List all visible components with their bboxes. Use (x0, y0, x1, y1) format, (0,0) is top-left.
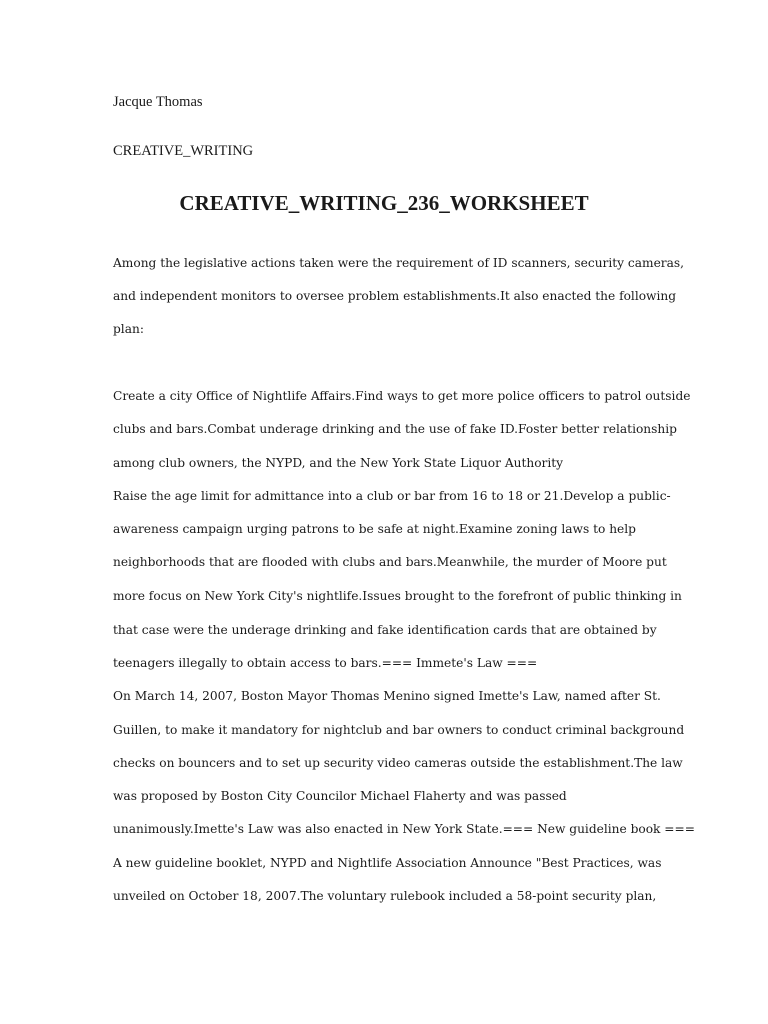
course-name: CREATIVE_WRITING (113, 143, 254, 159)
body-line: among club owners, the NYPD, and the New York State Liquor Authority (113, 456, 564, 470)
body-line: unveiled on October 18, 2007.The voluntary rulebook included a 58-point security plan, (113, 889, 657, 903)
body-line: teenagers illegally to obtain access to bars.=== Immete's Law === (113, 656, 538, 670)
body-line: neighborhoods that are flooded with clubs and bars.Meanwhile, the murder of Moore put (113, 555, 667, 569)
body-line: unanimously.Imette's Law was also enacted in New York State.=== New guideline book === (113, 822, 695, 836)
body-line: clubs and bars.Combat underage drinking and the use of fake ID.Foster better relationship (113, 422, 677, 436)
body-line: and independent monitors to oversee problem establishments.It also enacted the following (113, 289, 677, 303)
body-line: was proposed by Boston City Councilor Michael Flaherty and was passed (113, 789, 567, 803)
body-line: A new guideline booklet, NYPD and Nightlife Association Announce "Best Practices, was (113, 856, 662, 870)
body-line: Among the legislative actions taken were the requirement of ID scanners, security cameras, (113, 256, 685, 270)
body-line: more focus on New York City's nightlife.Issues brought to the forefront of public thinking in (113, 589, 682, 603)
body-line: On March 14, 2007, Boston Mayor Thomas Menino signed Imette's Law, named after St. (113, 689, 661, 703)
document-title: CREATIVE_WRITING_236_WORKSHEET (179, 191, 589, 215)
body-line: plan: (113, 322, 144, 336)
body-line: checks on bouncers and to set up security video cameras outside the establishment.The law (113, 756, 683, 770)
body-line: awareness campaign urging patrons to be safe at night.Examine zoning laws to help (113, 522, 636, 536)
body-line: Raise the age limit for admittance into a club or bar from 16 to 18 or 21.Develop a public- (113, 489, 671, 503)
body-line: Create a city Office of Nightlife Affairs.Find ways to get more police officers to patrol outside (113, 389, 691, 403)
author-name: Jacque Thomas (113, 94, 203, 110)
body-line: Guillen, to make it mandatory for nightclub and bar owners to conduct criminal background (113, 723, 685, 737)
body-line: that case were the underage drinking and fake identification cards that are obtained by (113, 623, 657, 637)
